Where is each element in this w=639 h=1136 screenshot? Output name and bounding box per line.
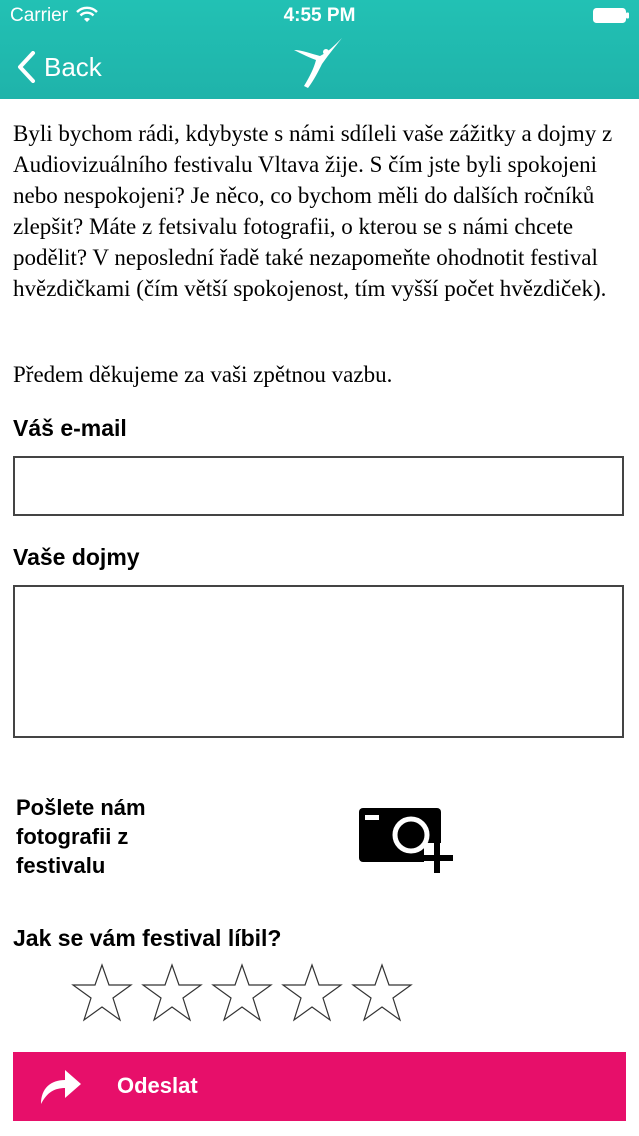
photo-label: Pošlete nám fotografii z festivalu — [16, 795, 146, 878]
submit-button[interactable] — [13, 1052, 626, 1121]
share-arrow-icon — [37, 1064, 83, 1108]
add-photo-camera-icon[interactable] — [357, 805, 457, 875]
submit-label: Odeslat — [117, 1073, 198, 1098]
flying-figure-logo-icon — [290, 36, 346, 92]
email-input[interactable] — [13, 456, 624, 516]
star-2-icon[interactable] — [141, 962, 203, 1026]
battery-icon — [593, 8, 629, 23]
impressions-label: Vaše dojmy — [13, 544, 140, 570]
thanks-text: Předem děkujeme za vaši zpětnou vazbu. — [13, 362, 393, 387]
star-1-icon[interactable] — [71, 962, 133, 1026]
star-4-icon[interactable] — [281, 962, 343, 1026]
intro-text: Byli bychom rádi, kdybyste s námi sdíleli vaše zážitky a dojmy z Audiovizuálního festivalu Vltava žije. S čím jste byli spokojeni nebo nespokojeni? Je něco, co bychom měli do dalších ročníků zlepšit? Máte z fetsivalu fotografii, o kterou se s námi chcete podělit? V neposlední řadě také nezapomeňte ohodnotit festival hvězdičkami (čím větší spokojenost, tím vyšší počet hvězdiček). — [13, 121, 613, 301]
carrier-label: Carrier — [10, 5, 69, 26]
back-label: Back — [44, 51, 102, 82]
rating-label: Jak se vám festival líbil? — [13, 925, 282, 951]
impressions-textarea[interactable] — [13, 585, 624, 738]
status-bar — [0, 0, 639, 32]
chevron-left-icon — [16, 51, 36, 83]
email-label: Váš e-mail — [13, 415, 127, 441]
navigation-header — [0, 0, 639, 99]
clock: 4:55 PM — [283, 5, 356, 26]
star-3-icon[interactable] — [211, 962, 273, 1026]
star-rating[interactable] — [71, 962, 421, 1026]
star-5-icon[interactable] — [351, 962, 413, 1026]
back-button[interactable] — [16, 47, 102, 87]
